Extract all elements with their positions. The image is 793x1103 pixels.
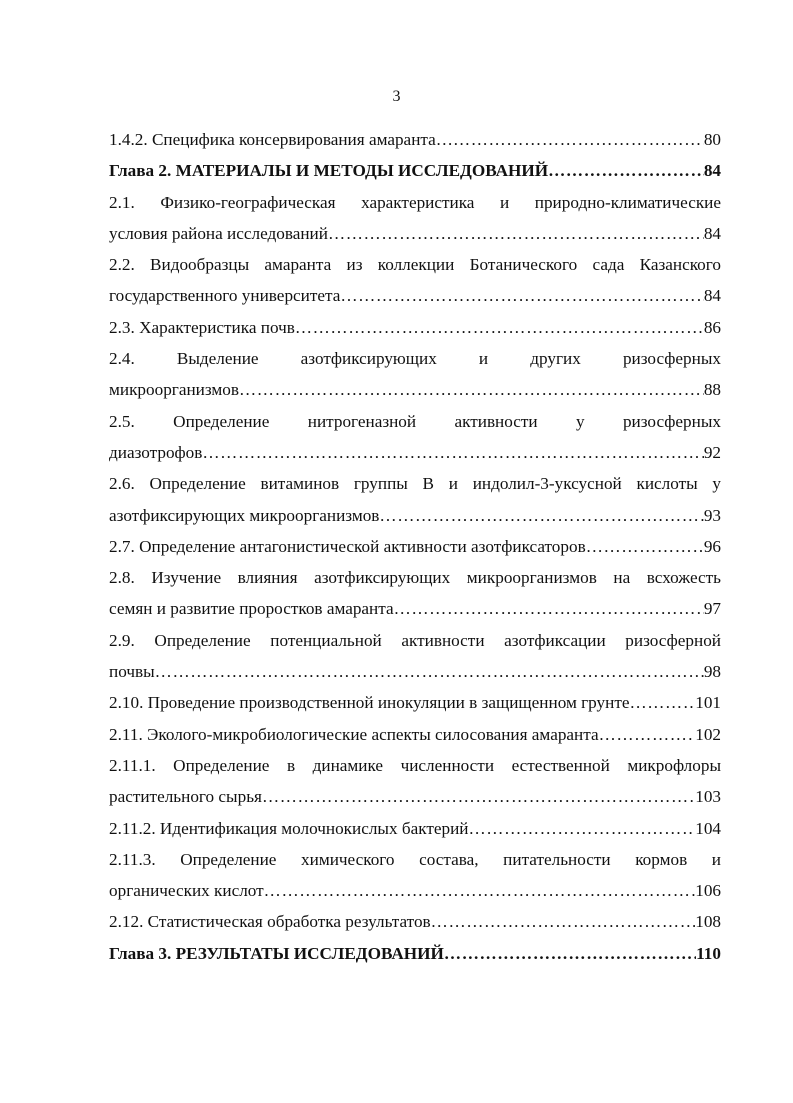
toc-entry-title: растительного сырья xyxy=(109,787,262,807)
toc-entry-page: 86 xyxy=(703,317,721,337)
toc-entry-line xyxy=(109,813,721,844)
toc-entry-line xyxy=(109,875,721,906)
toc-entry xyxy=(109,750,721,813)
toc-entry-line xyxy=(109,218,721,249)
toc-entry xyxy=(109,312,721,343)
toc-entry-line xyxy=(109,280,721,311)
toc-entry-line xyxy=(109,500,721,531)
toc-entry-page: 102 xyxy=(695,724,721,744)
toc-entry-page: 98 xyxy=(703,662,721,682)
dot-leader xyxy=(431,906,696,937)
toc-entry-line xyxy=(109,719,721,750)
dot-leader xyxy=(155,656,704,687)
toc-entry-line xyxy=(109,437,721,468)
toc-entry-title: органических кислот xyxy=(109,881,264,901)
toc-entry xyxy=(109,406,721,469)
toc-entry-page: 88 xyxy=(703,380,721,400)
toc-entry xyxy=(109,155,721,186)
toc-entry-line xyxy=(109,687,721,718)
toc-entry-line xyxy=(109,593,721,624)
toc-entry-line xyxy=(109,531,721,562)
toc-entry-title: почвы xyxy=(109,662,155,682)
toc-entry-title: диазотрофов xyxy=(109,442,203,462)
dot-leader xyxy=(629,687,695,718)
toc-entry-title: 2.10. Проведение производственной инокуляции в защищенном грунте xyxy=(109,693,630,713)
dot-leader xyxy=(340,280,703,311)
dot-leader xyxy=(295,312,704,343)
toc-entry xyxy=(109,625,721,688)
toc-entry-line xyxy=(109,656,721,687)
toc-entry xyxy=(109,468,721,531)
toc-entry xyxy=(109,844,721,907)
toc-entry-line xyxy=(109,781,721,812)
toc-entry-title: 1.4.2. Специфика консервирования амаранта… xyxy=(109,130,453,149)
dot-leader xyxy=(328,218,704,249)
toc-entry-text-line: 2.11.1. Определение в динамике численности естественной микрофлоры xyxy=(109,755,721,775)
toc-entry xyxy=(109,343,721,406)
table-of-contents xyxy=(109,124,721,969)
toc-entry-line xyxy=(109,938,721,969)
toc-entry-page: 104 xyxy=(695,818,721,838)
toc-entry-title: 2.7. Определение антагонистической активности азотфиксаторов xyxy=(109,536,586,556)
page-number: 3 xyxy=(392,88,401,105)
toc-entry xyxy=(109,719,721,750)
toc-entry xyxy=(109,813,721,844)
toc-entry xyxy=(109,187,721,250)
toc-entry xyxy=(109,938,721,969)
toc-entry-page: 92 xyxy=(703,442,721,462)
dot-leader xyxy=(444,938,696,969)
toc-entry-text-line: 2.6. Определение витаминов группы В и индолил-3-уксусной кислоты у xyxy=(109,474,721,494)
toc-entry-page: 84 xyxy=(703,286,721,306)
toc-entry-title: условия района исследований xyxy=(109,223,328,243)
toc-entry-page: 80 xyxy=(703,130,721,149)
dot-leader xyxy=(586,531,704,562)
toc-entry-page: 108 xyxy=(695,912,721,932)
toc-entry-line xyxy=(109,155,721,186)
toc-entry-page: 84 xyxy=(703,223,721,243)
toc-entry-page: 96 xyxy=(703,536,721,556)
dot-leader xyxy=(264,875,696,906)
toc-entry-page: 103 xyxy=(695,787,721,807)
toc-entry-page: 106 xyxy=(695,881,721,901)
dot-leader xyxy=(548,155,704,186)
toc-entry xyxy=(109,906,721,937)
toc-entry-title: государственного университета xyxy=(109,286,341,306)
toc-entry-title: 2.11. Эколого-микробиологические аспекты силосования амаранта xyxy=(109,724,599,744)
toc-entry-title: 2.12. Статистическая обработка результатов xyxy=(109,912,431,932)
toc-entry-title: микроорганизмов xyxy=(109,380,240,400)
dot-leader xyxy=(453,124,704,155)
dot-leader xyxy=(469,813,696,844)
dot-leader xyxy=(379,500,703,531)
toc-entry-text-line: 2.9. Определение потенциальной активности азотфиксации ризосферной xyxy=(109,630,721,650)
toc-entry-title: Глава 3. РЕЗУЛЬТАТЫ ИССЛЕДОВАНИЙ xyxy=(109,943,444,963)
dot-leader xyxy=(262,781,695,812)
toc-entry-text-line: 2.4. Выделение азотфиксирующих и других ризосферных xyxy=(109,349,721,369)
toc-entry-page: 97 xyxy=(703,599,721,619)
toc-entry xyxy=(109,531,721,562)
toc-entry-page: 101 xyxy=(695,693,721,713)
toc-entry-title: азотфиксирующих микроорганизмов xyxy=(109,505,380,525)
toc-entry xyxy=(109,687,721,718)
toc-entry-line xyxy=(109,312,721,343)
toc-entry-line xyxy=(109,124,721,155)
toc-entry-line xyxy=(109,906,721,937)
toc-entry xyxy=(109,562,721,625)
toc-entry-text-line: 2.8. Изучение влияния азотфиксирующих микроорганизмов на всхожесть xyxy=(109,568,721,588)
toc-entry-title: семян и развитие проростков амаранта xyxy=(109,599,394,619)
dot-leader xyxy=(599,719,696,750)
toc-entry xyxy=(109,124,721,155)
toc-entry-title: 2.11.2. Идентификация молочнокислых бактерий xyxy=(109,818,469,838)
toc-entry-page: 110 xyxy=(696,943,721,963)
toc-entry-page: 84 xyxy=(703,161,721,181)
dot-leader xyxy=(239,374,704,405)
toc-entry-text-line: 2.11.3. Определение химического состава, питательности кормов и xyxy=(109,849,721,869)
toc-entry-title: Глава 2. МАТЕРИАЛЫ И МЕТОДЫ ИССЛЕДОВАНИЙ xyxy=(109,161,549,181)
toc-entry-text-line: 2.1. Физико-географическая характеристика и природно-климатические xyxy=(109,192,721,212)
dot-leader xyxy=(394,593,704,624)
toc-entry xyxy=(109,249,721,312)
dot-leader xyxy=(202,437,703,468)
toc-entry-text-line: 2.5. Определение нитрогеназной активности у ризосферных xyxy=(109,411,721,431)
toc-entry-text-line: 2.2. Видообразцы амаранта из коллекции Ботанического сада Казанского xyxy=(109,255,721,275)
toc-entry-page: 93 xyxy=(703,505,721,525)
toc-entry-line xyxy=(109,374,721,405)
toc-entry-title: 2.3. Характеристика почв xyxy=(109,317,295,337)
